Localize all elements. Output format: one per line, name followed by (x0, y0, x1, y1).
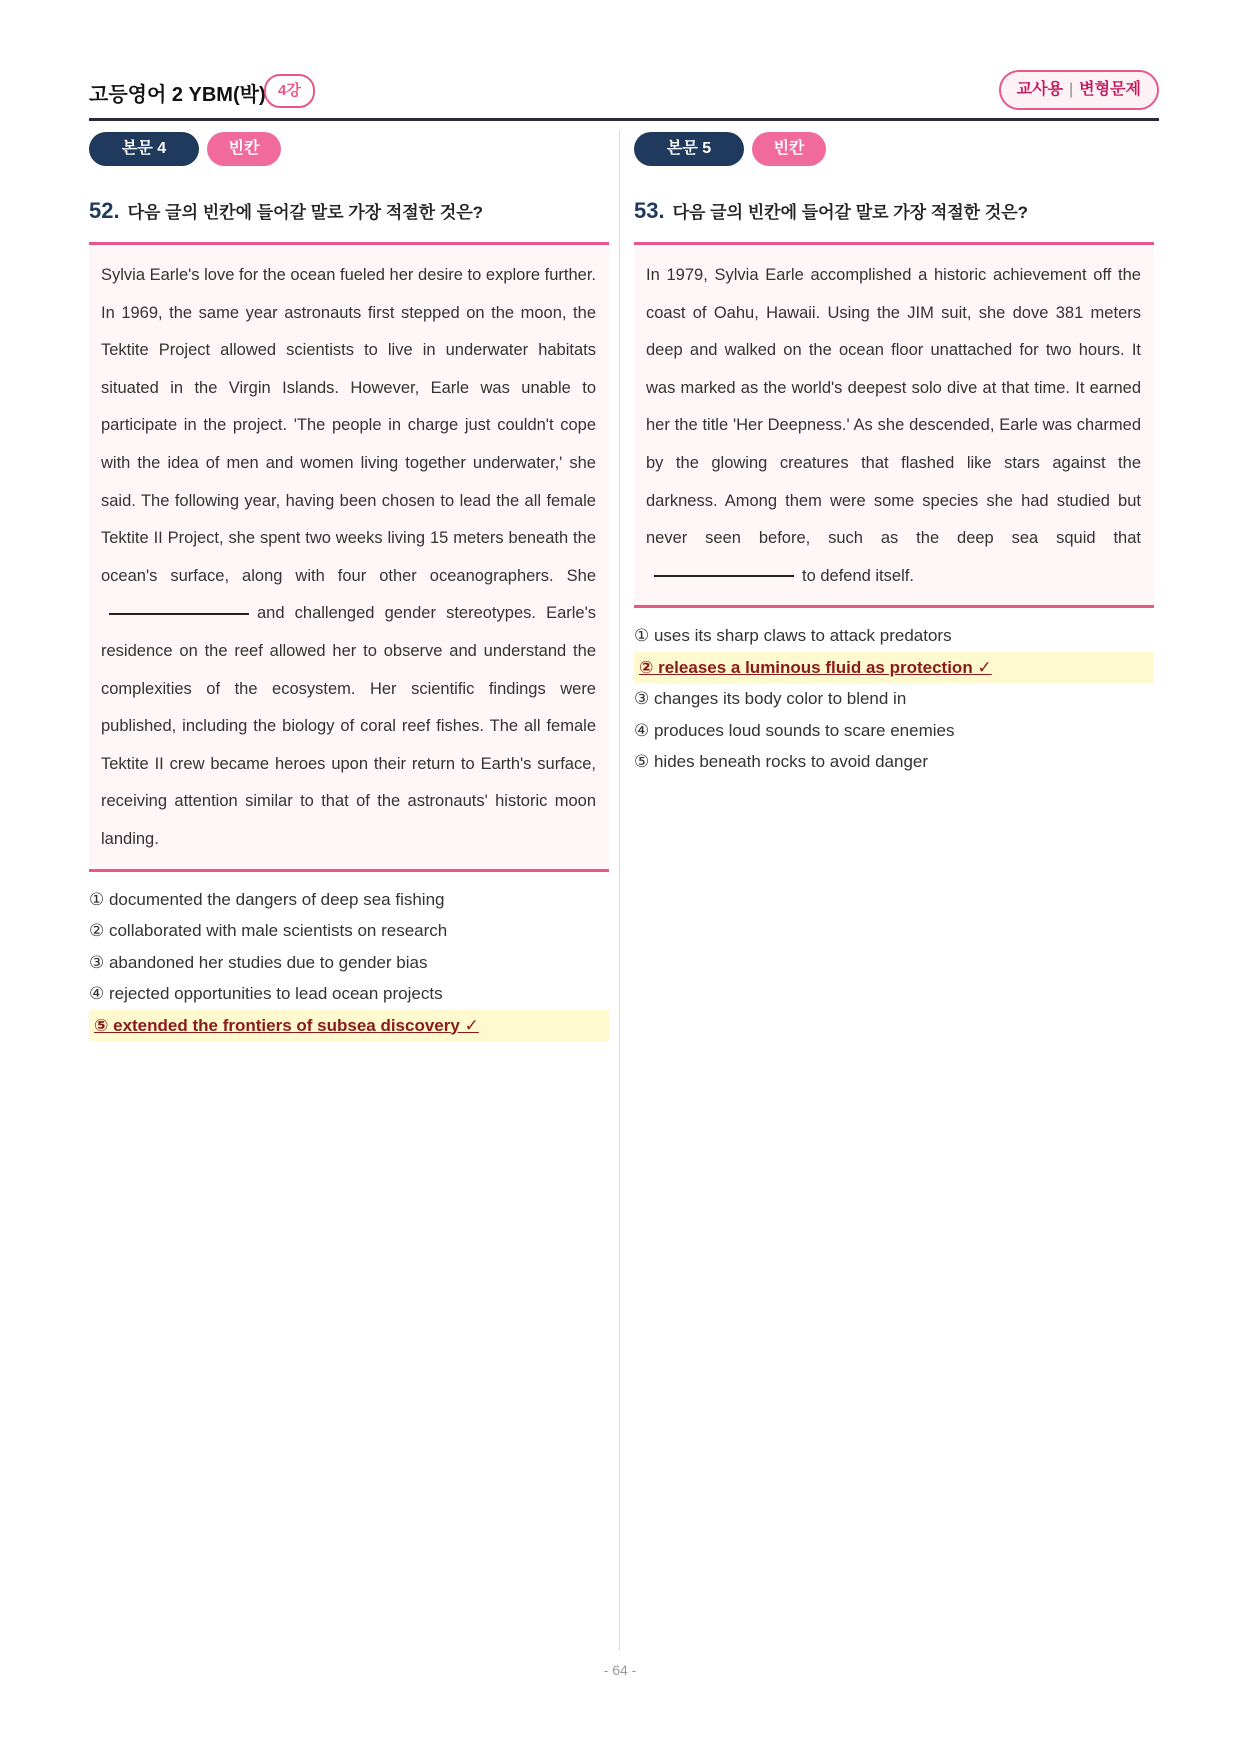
choice-4[interactable]: ④ rejected opportunities to lead ocean projects (89, 984, 443, 1003)
question-text: 다음 글의 빈칸에 들어갈 말로 가장 적절한 것은? (127, 203, 484, 222)
role-label: 교사용 (1016, 81, 1064, 98)
question-tags (634, 132, 1154, 168)
page-header (89, 70, 1159, 118)
book-title: 고등영어 2 YBM(박) (89, 84, 266, 106)
type-tag: 빈칸 (752, 132, 826, 166)
passage-after-blank: to defend itself. (802, 566, 914, 585)
passage-box (634, 242, 1154, 608)
choice-5-correct[interactable]: ⑤ extended the frontiers of subsea discovery ✓ (89, 1010, 609, 1042)
type-tag: 빈칸 (207, 132, 281, 166)
passage-box (89, 242, 609, 872)
choice-4[interactable]: ④ produces loud sounds to scare enemies (634, 720, 955, 740)
choice-1[interactable]: ① documented the dangers of deep sea fishing (89, 889, 445, 909)
answer-choices (89, 884, 609, 1042)
question-number: 52. (89, 198, 120, 223)
lesson-badge: 4강 (264, 74, 315, 108)
passage-text (101, 257, 596, 859)
question-number: 53. (634, 198, 665, 223)
answer-blank (109, 613, 249, 615)
question-heading (89, 198, 609, 228)
column-divider (619, 130, 620, 1650)
answer-blank (654, 575, 794, 577)
question-tags (89, 132, 609, 168)
choice-1[interactable]: ① uses its sharp claws to attack predators (634, 626, 952, 646)
type-label: 변형문제 (1079, 81, 1141, 98)
section-tag: 본문 4 (89, 132, 199, 166)
answer-choices (634, 620, 1154, 778)
passage-before-blank: Sylvia Earle's love for the ocean fueled her desire to explore further. In 1969, the same year astronauts first stepped on the moon, the Tektite Project allowed scientists to live in underwater habitats situated in the Virgin Islands. However, Earle was unable to participate in the project. 'The people in charge just couldn't cope with the idea of men and women living together underwater,' she said. The following year, having been chosen to lead the all female Tektite II Project, she spent two weeks living 15 meters beneath the ocean's surface, along with four other oceanographers. She (101, 266, 596, 585)
choice-3[interactable]: ③ abandoned her studies due to gender bias (89, 952, 428, 972)
question-heading (634, 198, 1154, 228)
choice-2[interactable]: ② collaborated with male scientists on research (89, 921, 448, 940)
passage-before-blank: In 1979, Sylvia Earle accomplished a historic achievement off the coast of Oahu, Hawaii. Using the JIM suit, she dove 381 meters deep and walked on the ocean floor unattached for two hours. It was marked as the world's deepest solo dive at that time. It earned her the title 'Her Deepness.' As she descended, Earle was charmed by the glowing creatures that flashed like stars against the darkness. Among them were some species she had studied but never seen before, such as the deep sea squid that (646, 266, 1141, 548)
page-number: - 64 - (603, 1662, 637, 1678)
badge-separator: | (1069, 81, 1074, 98)
question-text: 다음 글의 빈칸에 들어갈 말로 가장 적절한 것은? (672, 203, 1029, 222)
choice-2-correct[interactable]: ② releases a luminous fluid as protection ✓ (634, 652, 1154, 684)
question-column-left (89, 132, 609, 1041)
header-rule (89, 118, 1159, 121)
question-column-right (634, 132, 1154, 778)
section-tag: 본문 5 (634, 132, 744, 166)
choice-5[interactable]: ⑤ hides beneath rocks to avoid danger (634, 752, 929, 772)
passage-text (646, 257, 1141, 595)
edition-badge (999, 70, 1159, 110)
passage-after-blank: and challenged gender stereotypes. Earle's residence on the reef allowed her to observe and understand the complexities of the ecosystem. Her scientific findings were published, including the biology of coral reef fishes. The all female Tektite II crew became heroes upon their return to Earth's surface, receiving attention similar to that of the astronauts' historic moon landing. (101, 604, 596, 848)
choice-3[interactable]: ③ changes its body color to blend in (634, 689, 907, 709)
